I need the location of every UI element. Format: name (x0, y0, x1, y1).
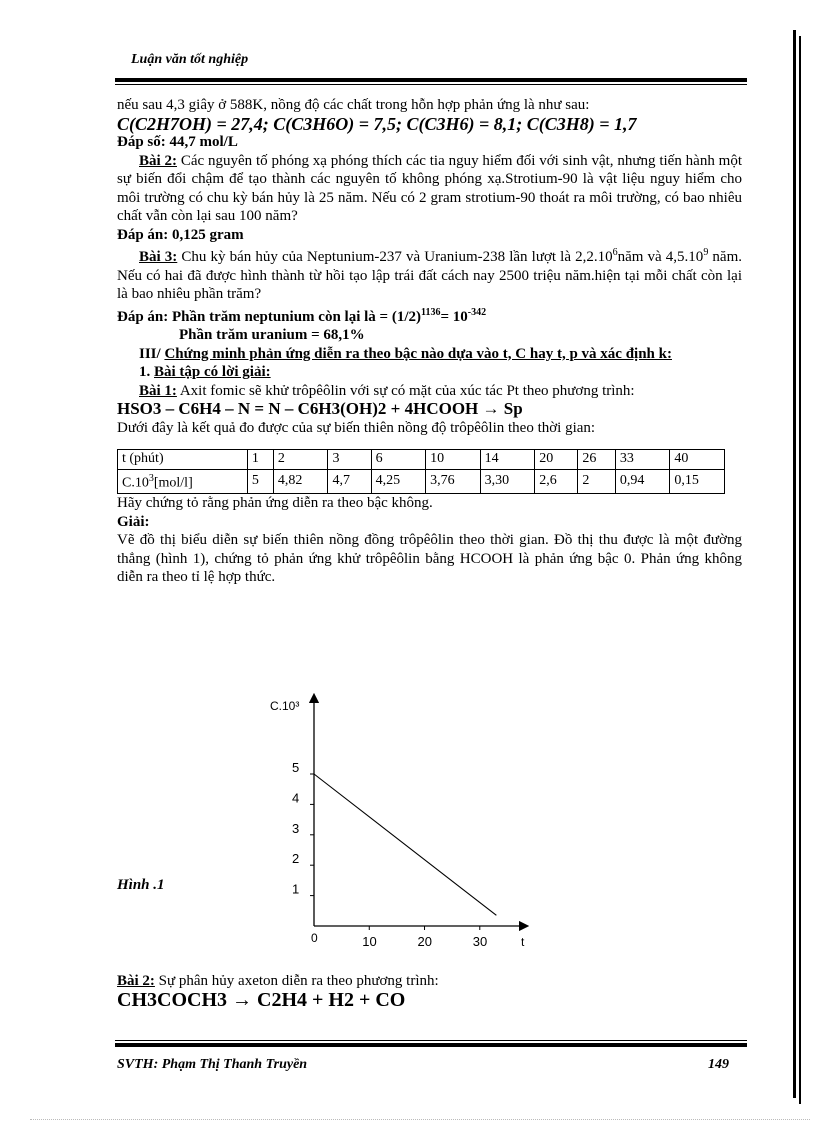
answer-3a-sup1: 1136 (421, 306, 441, 318)
table-cell: 2 (578, 470, 615, 494)
prompt-text: Hãy chứng tỏ rằng phản ứng diễn ra theo bậc không. (117, 495, 433, 512)
table-cell: 1 (247, 450, 273, 470)
subsection-1-num: 1. (139, 364, 151, 380)
after-chart-section (117, 972, 742, 1009)
table-intro: Dưới đây là kết quả đo được của sự biến thiên nồng độ trôpêôlin theo thời gian: (117, 419, 596, 436)
data-table (117, 449, 725, 494)
ex1-label: Bài 1: (139, 382, 177, 399)
subsection-1-heading (117, 363, 742, 382)
table-cell: 4,82 (273, 470, 328, 494)
formula-reaction-1: HSO3 – C6H4 – N = N – C6H3(OH)2 + 4HCOOH → Sp (117, 399, 523, 418)
formula-reaction-2: CH3COCH3 → C2H4 + H2 + CO (117, 988, 406, 1011)
bai2-label: Bài 2: (139, 152, 177, 169)
footer-author: SVTH: Phạm Thị Thanh Truyền (117, 1057, 308, 1072)
table-cell: 14 (480, 450, 535, 470)
footer-rule (115, 1043, 747, 1047)
table-cell: 0,94 (615, 470, 670, 494)
x-tick-label: 30 (472, 934, 488, 949)
table-row-header-c-post: [mol/l] (153, 475, 193, 491)
formula-concentrations-text: C(C2H7OH) = 27,4; C(C3H6O) = 7,5; C(C3H6) = 8,1; C(C3H8) = 1,7 (117, 113, 637, 134)
bai2-paragraph (117, 152, 742, 226)
series-line-C (314, 774, 496, 915)
footer-rule-thin (115, 1040, 747, 1041)
table-cell: 4,25 (371, 470, 426, 494)
answer-3a-mid: = 10 (440, 308, 468, 325)
table-row-header-t: t (phút) (118, 450, 248, 470)
table-cell: 3,30 (480, 470, 535, 494)
page-number: 149 (708, 1057, 729, 1072)
table-cell: 2,6 (535, 470, 578, 494)
page-bottom-dotted-line (30, 1119, 810, 1120)
answer-3b: Phần trăm uranium = 68,1% (179, 327, 365, 343)
x-tick-label: 10 (362, 934, 377, 949)
page-border-right-shadow (799, 36, 801, 1104)
section-3-num: III/ (139, 345, 161, 362)
page-border-right (793, 30, 796, 1098)
main-content (117, 96, 742, 1011)
x-axis-label: t (521, 935, 525, 949)
origin-label: 0 (311, 931, 318, 945)
x-tick-label: 20 (417, 934, 432, 949)
subsection-1-title: Bài tập có lời giải: (154, 364, 271, 380)
table-row-header-c-sup: 3 (148, 473, 154, 484)
answer-3a (117, 304, 742, 327)
bai3-text-c: năm. Nếu có hai đã được hình thành từ hồi tạo lập trái đất cách nay 2500 triệu năm.hiện tại mỗi chất còn lại là bao nhiêu phần trăm? (117, 249, 742, 302)
table-cell: 3,76 (426, 470, 481, 494)
table-cell: 2 (273, 450, 328, 470)
table-cell: 5 (247, 470, 273, 494)
solution-label: Giải: (117, 513, 150, 530)
bai3-text-b: năm và 4,5.10 (617, 249, 704, 265)
solution-text: Vẽ đồ thị biểu diễn sự biến thiên nồng đồng trôpêôlin theo thời gian. Đồ thị thu được là một đường thẳng (hình 1), chứng tỏ phản ứng khử trôpêôlin bằng HCOOH là phản ứng bậc 0. Phản ứng không diễn ra theo tỉ lệ hợp thức. (117, 532, 742, 586)
answer-3a-pre: Đáp án: Phần trăm neptunium còn lại là = (1/2) (117, 308, 421, 325)
chart-container (117, 686, 742, 966)
table-row-header-c (118, 470, 248, 494)
table-cell: 33 (615, 450, 670, 470)
bai3-label: Bài 3: (139, 249, 178, 265)
table-cell: 26 (578, 450, 615, 470)
table-row (118, 450, 725, 470)
section-3-title: Chứng minh phản ứng diễn ra theo bậc nào dựa vào t, C hay t, p và xác định k: (164, 345, 672, 362)
ex2-text: Sự phân hủy axeton diễn ra theo phương trình: (154, 973, 439, 989)
answer-3a-sup2: -342 (467, 306, 487, 318)
table-cell: 40 (670, 450, 725, 470)
header-title: Luận văn tốt nghiệp (131, 52, 249, 67)
table-row-header-c-pre: C.10 (122, 475, 149, 491)
bai3-paragraph (117, 244, 742, 304)
y-axis-label: C.10³ (270, 699, 300, 713)
bai3-text-a: Chu kỳ bán hủy của Neptunium-237 và Uranium-238 lần lượt là 2,2.10 (177, 249, 613, 265)
table-cell: 10 (426, 450, 481, 470)
table-cell: 3 (328, 450, 371, 470)
ex2-label: Bài 2: (117, 973, 155, 989)
y-tick-label: 2 (292, 851, 300, 867)
y-tick-label: 3 (292, 820, 300, 836)
section-3-heading (117, 345, 742, 364)
bai3-sup2: 9 (703, 247, 709, 258)
line-chart (117, 686, 742, 966)
table-cell: 20 (535, 450, 578, 470)
ex2-paragraph (117, 972, 742, 991)
formula-concentrations (117, 115, 742, 134)
header-rule-thin (115, 84, 747, 85)
paragraph-line1: nếu sau 4,3 giây ở 588K, nồng độ các chất trong hỗn hợp phản ứng là như sau: (117, 97, 590, 113)
figure-label: Hình .1 (117, 877, 165, 893)
y-tick-label: 4 (292, 790, 300, 806)
bai3-sup1: 6 (612, 247, 618, 258)
table-row (118, 470, 725, 494)
table-cell: 6 (371, 450, 426, 470)
header-rule (115, 78, 747, 82)
y-tick-label: 1 (292, 881, 300, 897)
ex1-paragraph (117, 382, 742, 401)
table-cell: 4,7 (328, 470, 371, 494)
y-tick-label: 5 (292, 760, 300, 775)
ex1-text: Axit fomic sẽ khử trôpêôlin với sự có mặt của xúc tác Pt theo phương trình: (176, 382, 635, 399)
answer-2: Đáp án: 0,125 gram (117, 226, 244, 243)
table-cell: 0,15 (670, 470, 725, 494)
bai2-text: Các nguyên tố phóng xạ phóng thích các tia nguy hiểm đối với sinh vật, nhưng tiến hành một sự biến đổi chậm để tạo thành các nguyên tố không phóng xạ.Strotium-90 là vật liệu nguy hiểm cho môi trường có chu kỳ bán hủy là 25 năm. Nếu có 2 gram strotium-90 thoát ra môi trường, có bao nhiêu chất vẫn còn lại sau 100 năm? (117, 152, 742, 224)
answer-1: Đáp số: 44,7 mol/L (117, 134, 238, 150)
